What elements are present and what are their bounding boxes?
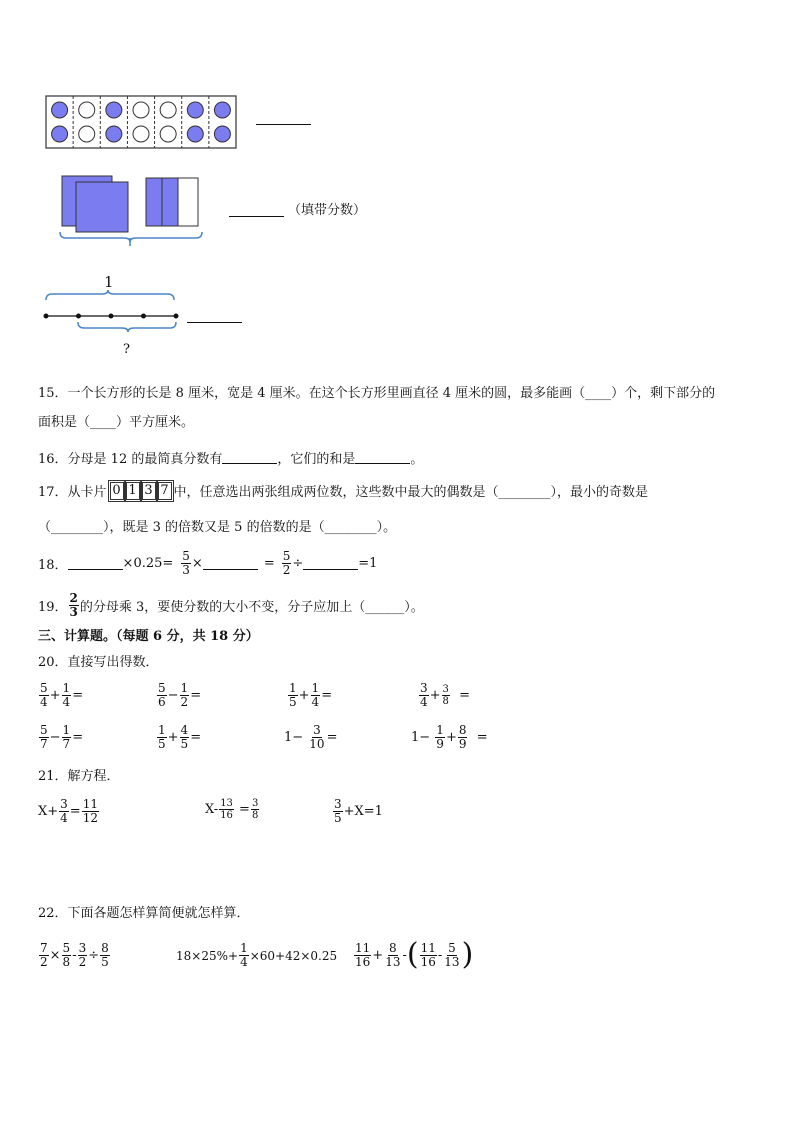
q20-expr: 1− $\frac{3}{10}$ = (284, 723, 338, 751)
answer-blank (229, 216, 284, 217)
filled-dot (214, 126, 230, 142)
q17-prefix: 17．从卡片 (38, 485, 107, 500)
q16-text2: ，它们的和是 (277, 452, 356, 467)
q21-expr: X- $\frac{13}{16}$ = $\frac{3}{8}$ (205, 798, 259, 821)
fraction: $\frac{2}{3}$ (69, 591, 78, 619)
q22-expr: $\frac{11}{16}$ + $\frac{8}{13}$ - ( $\frac{11}{16}$ - $\frac{5}{13}$ ) (355, 937, 474, 972)
filled-dot (52, 126, 68, 142)
answer-blank (203, 557, 258, 570)
q20-expr: $\frac{3}{4}$ + $\frac{3}{8}$ = (420, 681, 471, 709)
q20-expr: $\frac{5}{6}$ − $\frac{1}{2}$ = (158, 681, 202, 709)
q18-num: 18． (38, 558, 68, 573)
q16-text1: 16．分母是 12 的最简真分数有 (38, 452, 223, 467)
q21-title: 21．解方程． (38, 769, 120, 784)
number-line-top-label: 1 (104, 273, 114, 291)
card-digit: 3 (142, 482, 156, 500)
filled-dot (52, 102, 68, 118)
filled-dot (187, 126, 203, 142)
q22-expr: 18×25%+ $\frac{1}{4}$ ×60+42×0.25 (176, 941, 338, 969)
fraction: $\frac{5}{2}$ (282, 549, 291, 577)
filled-dot (214, 102, 230, 118)
filled-dot (187, 102, 203, 118)
answer-blank (256, 124, 311, 125)
answer-blank (222, 451, 277, 464)
q17-line2: （________），既是 3 的倍数又是 5 的倍数的是（________）。 (38, 520, 397, 535)
q16-text3: 。 (410, 452, 424, 467)
q16 (38, 448, 423, 467)
empty-dot (133, 126, 149, 142)
empty-dot (79, 126, 95, 142)
card-digit: 1 (126, 482, 140, 500)
q18-b: × (191, 556, 203, 571)
empty-dot (133, 102, 149, 118)
q18-d: ÷ (292, 556, 304, 571)
squares-figure (56, 172, 216, 252)
number-line-point (76, 314, 81, 319)
q19 (38, 592, 424, 619)
number-line-figure (40, 270, 190, 362)
q18-a: ×0.25= (122, 556, 174, 571)
q20-expr: $\frac{5}{4}$ + $\frac{1}{4}$ = (40, 681, 84, 709)
q20-expr: $\frac{5}{7}$ − $\frac{1}{7}$ = (40, 723, 84, 751)
q21-expr: X+ $\frac{3}{4}$ = $\frac{11}{12}$ (38, 797, 98, 825)
q20-expr: $\frac{1}{5}$ + $\frac{1}{4}$ = (289, 681, 333, 709)
q15-line1: 15．一个长方形的长是 8 厘米，宽是 4 厘米。在这个长方形里画直径 4 厘米的圆，最多能画（____）个，剩下部分的 (38, 386, 716, 401)
dots-grid-figure (44, 94, 244, 152)
answer-blank (303, 557, 358, 570)
card-digit: 0 (110, 482, 124, 500)
number-line-point (174, 314, 179, 319)
section-title: 三、计算题。（每题 6 分，共 18 分） (38, 629, 259, 644)
q20-expr: $\frac{1}{5}$ + $\frac{4}{5}$ = (158, 723, 202, 751)
q22-expr: $\frac{7}{2}$ × $\frac{5}{8}$ - $\frac{3}{2}$ ÷ $\frac{8}{5}$ (40, 941, 109, 969)
q19-text: 的分母乘 3，要使分数的大小不变，分子应加上（______）。 (79, 600, 424, 615)
card-digit: 7 (158, 482, 172, 500)
q18-c: = (263, 556, 275, 571)
q18-e: =1 (358, 556, 378, 571)
q18 (38, 550, 377, 577)
empty-dot (160, 102, 176, 118)
number-line-bottom-label: ? (123, 342, 130, 357)
q19-num: 19． (38, 600, 68, 615)
q21-expr: $\frac{3}{5}$ +X=1 (334, 797, 383, 825)
filled-dot (106, 102, 122, 118)
fraction: $\frac{5}{3}$ (182, 549, 190, 577)
filled-dot (106, 126, 122, 142)
answer-blank (68, 557, 123, 570)
number-line-point (44, 314, 49, 319)
answer-blank (187, 322, 242, 323)
q17-text: 中，任意选出两张组成两位数，这些数中最大的偶数是（________），最小的奇数是 (173, 485, 649, 500)
empty-dot (160, 126, 176, 142)
q20-title: 20．直接写出得数． (38, 655, 159, 670)
q22-title: 22．下面各题怎样算简便就怎样算． (38, 906, 250, 921)
number-line-point (141, 314, 146, 319)
q17 (38, 481, 648, 500)
answer-blank (355, 451, 410, 464)
q15-line2: 面积是（____）平方厘米。 (38, 415, 195, 430)
empty-dot (79, 102, 95, 118)
q20-expr: 1− $\frac{1}{9}$ + $\frac{8}{9}$ = (411, 723, 488, 751)
squares-hint: （填带分数） (288, 203, 367, 218)
number-line-point (109, 314, 114, 319)
